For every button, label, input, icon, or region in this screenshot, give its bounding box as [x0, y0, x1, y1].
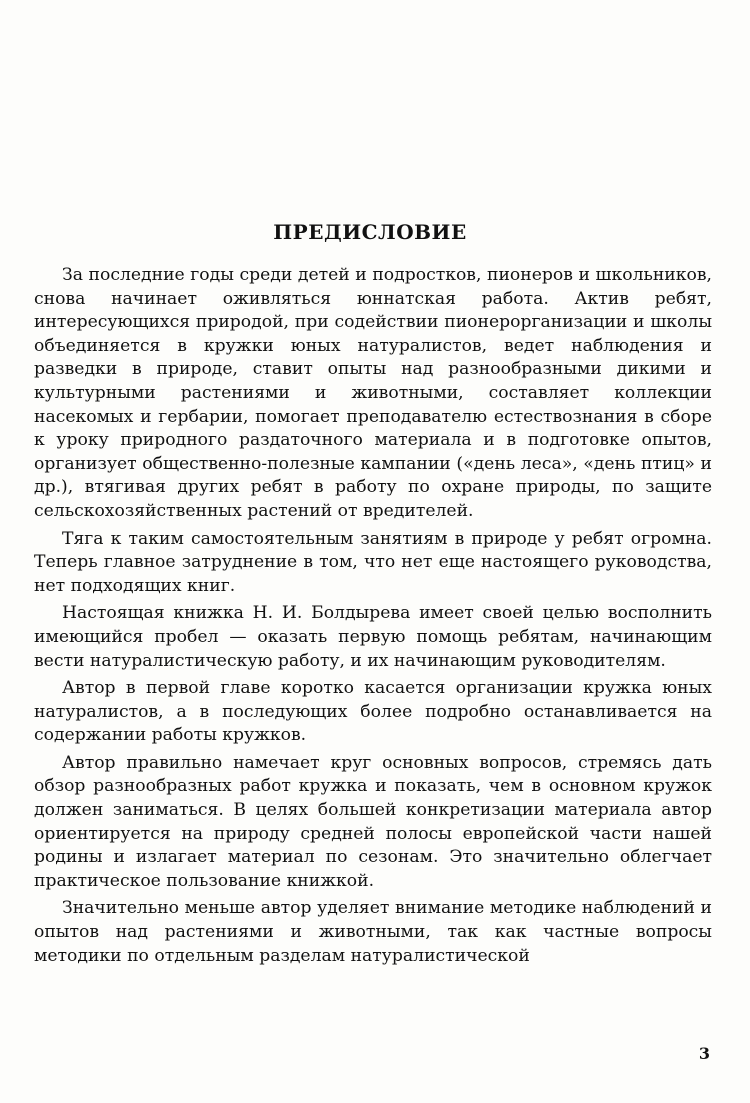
page-title: ПРЕДИСЛОВИЕ	[273, 220, 467, 244]
paragraph-6: Значительно меньше автор уделяет внимание методике наблюдений и опытов над растениями и животными, так как частные вопросы методики по отдельным разделам натуралистической	[34, 898, 712, 966]
paragraph-2: Тяга к таким самостоятельным занятиям в природе у ребят огромна. Теперь главное затруднение в том, что нет еще настоящего руководства, нет подходящих книг.	[34, 528, 712, 596]
paragraph-5: Автор правильно намечает круг основных вопросов, стремясь дать обзор разнообразных работ кружка и показать, чем в основном кружок должен заниматься. В целях большей конкретизации материала автор ориентируется на природу средней полосы европейской части нашей родины и излагает материал по сезонам. Это значительно облегчает практическое пользование книжкой.	[34, 752, 712, 891]
page-number: 3	[698, 1044, 710, 1063]
paragraph-3: Настоящая книжка Н. И. Болдырева имеет своей целью восполнить имеющийся пробел — оказать первую помощь ребятам, начинающим вести натуралистическую работу, и их начинающим руководителям.	[34, 603, 712, 671]
paragraph-4: Автор в первой главе коротко касается организации кружка юных натуралистов, а в последующих более подробно останавливается на содержании работы кружков.	[34, 678, 712, 746]
preface-text	[34, 264, 712, 968]
paragraph-1: За последние годы среди детей и подростков, пионеров и школьников, снова начинает оживляться юннатская работа. Актив ребят, интересующихся природой, при содействии пионерорганизации и школы объединяется в кружки юных натуралистов, ведет наблюдения и разведки в природе, ставит опыты над разнообразными дикими и культурными растениями и животными, составляет коллекции насекомых и гербарии, помогает преподавателю естествознания в сборе к уроку природного раздаточного материала и в подготовке опытов, организует общественно-полезные кампании («день леса», «день птиц» и др.), втягивая других ребят в работу по охране природы, по защите сельскохозяйственных растений от вредителей.	[34, 265, 712, 521]
